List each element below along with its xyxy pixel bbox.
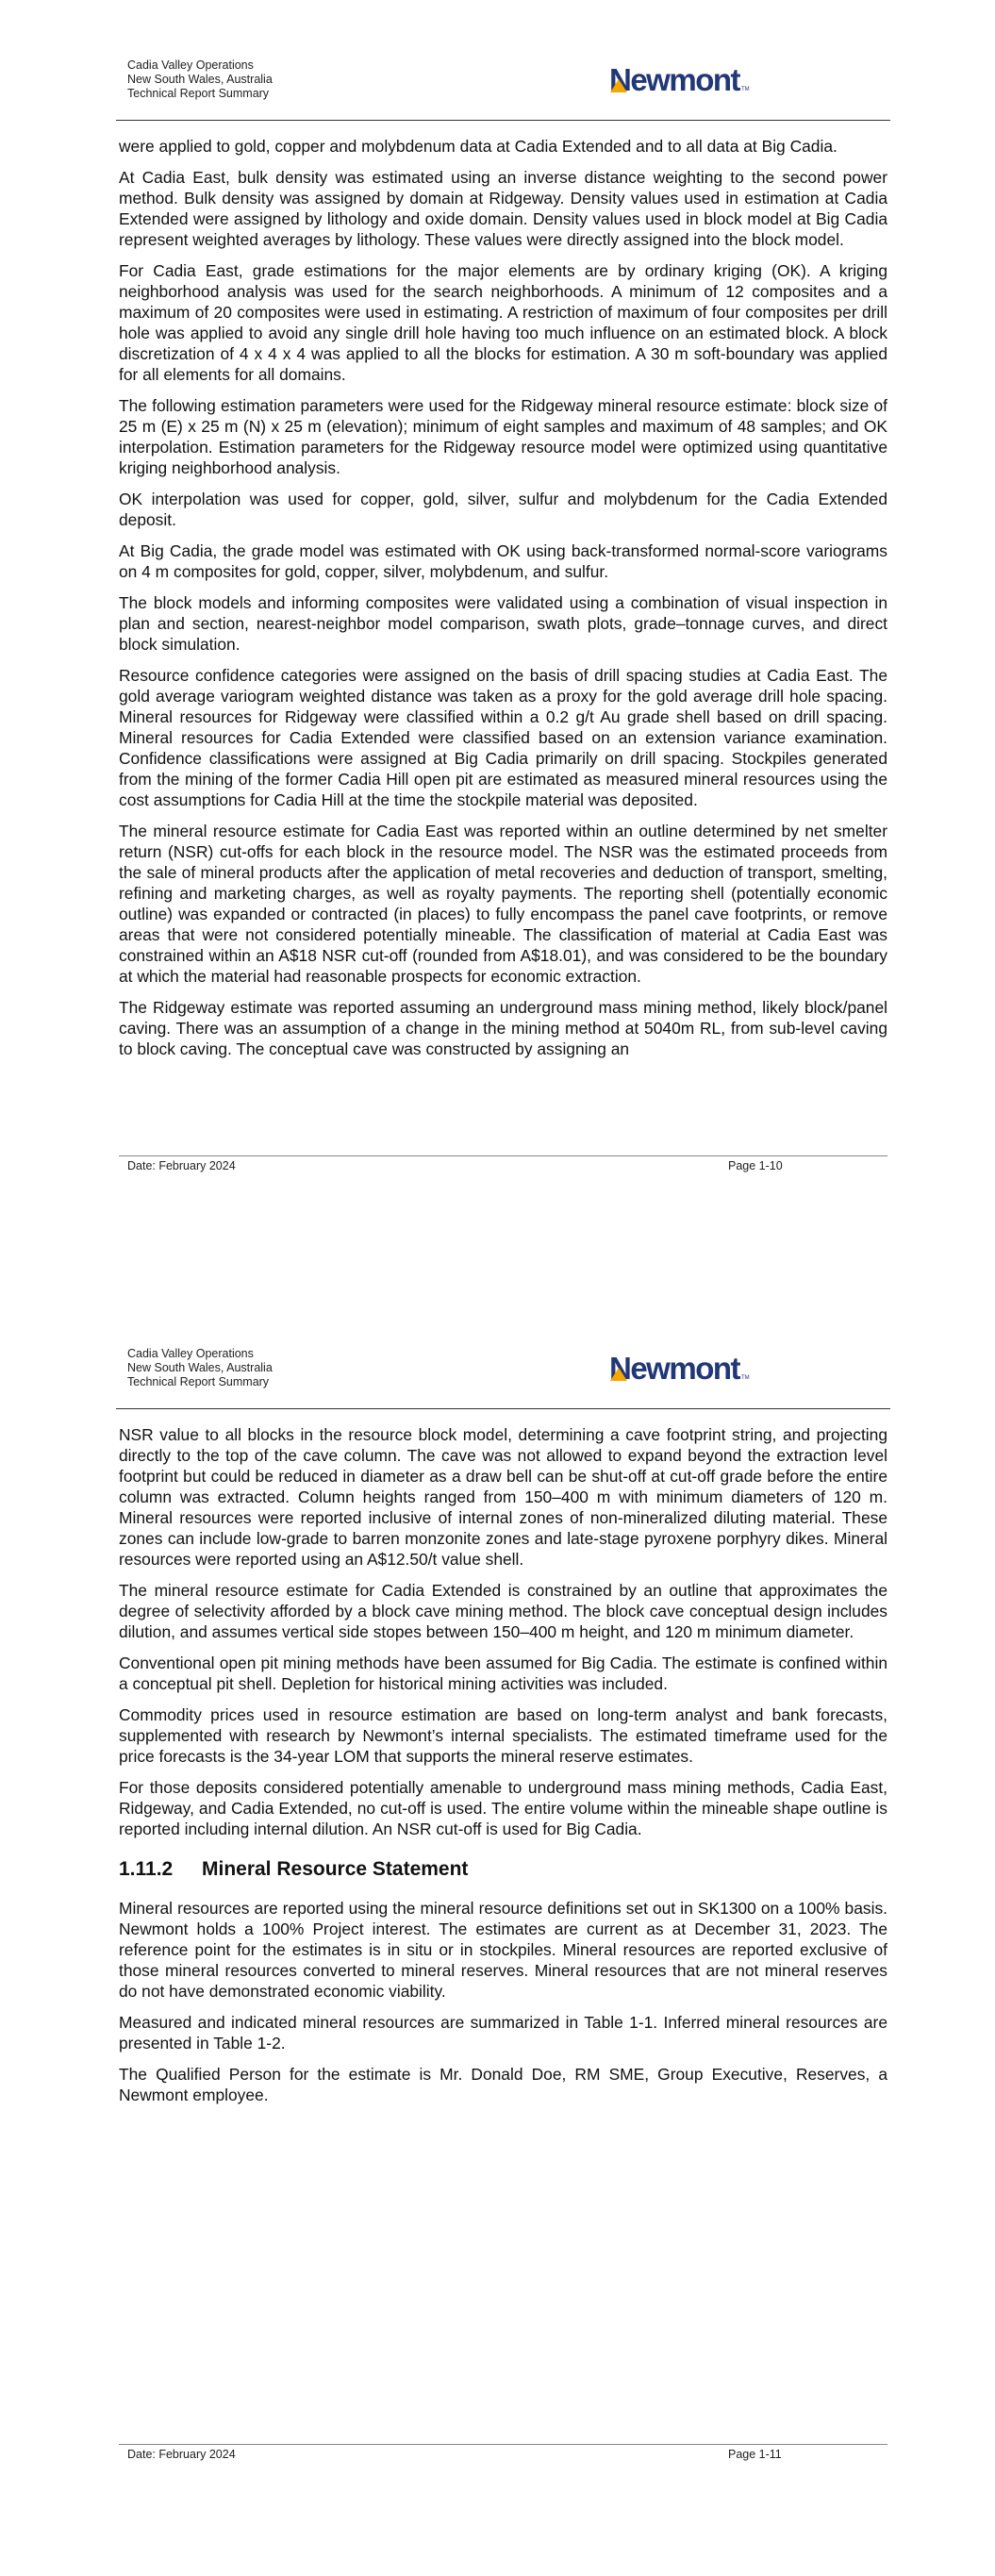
header-line-2: New South Wales, Australia [127, 1361, 273, 1374]
header-text [127, 1347, 273, 1389]
footer-date: Date: February 2024 [127, 1159, 236, 1172]
section-title: Mineral Resource Statement [202, 1858, 469, 1880]
paragraph: were applied to gold, copper and molybdenum data at Cadia Extended and to all data at Big Cadia. [119, 137, 837, 156]
footer-divider [119, 2444, 887, 2445]
footer-date: Date: February 2024 [127, 2448, 236, 2461]
logo-wordmark: Newmont [609, 62, 739, 97]
paragraph: Mineral resources are reported using the mineral resource definitions set out in SK1300 on a 100% basis. Newmont holds a 100% Project interest. The estimates are current as at December 31, 2023. The reference point for the estimates is in situ or in stockpiles. Mineral resources are reported exclusive of those mineral resources converted to mineral reserves. Mineral resources that are not mineral reserves do not have demonstrated economic viability. [119, 1899, 887, 2001]
header-line-2: New South Wales, Australia [127, 73, 273, 86]
newmont-logo [609, 1353, 750, 1385]
header-text [127, 58, 273, 101]
paragraph: Commodity prices used in resource estimation are based on long-term analyst and bank forecasts, supplemented with research by Newmont’s internal specialists. The estimated timeframe used for the price forecasts is the 34-year LOM that supports the mineral reserve estimates. [119, 1705, 887, 1766]
header-line-1: Cadia Valley Operations [127, 1347, 254, 1360]
paragraph: At Cadia East, bulk density was estimated using an inverse distance weighting to the second power method. Bulk density was assigned by domain at Ridgeway. Density values used in estimation at Cadia Extended were assigned by lithology and oxide domain. Density values used in block model at Big Cadia represent weighted averages by lithology. These values were directly assigned into the block model. [119, 168, 887, 249]
footer-divider [119, 1155, 887, 1156]
paragraph: For those deposits considered potentially amenable to underground mass mining methods, Cadia East, Ridgeway, and Cadia Extended, no cut-off is used. The entire volume within the mineable shape outline is reported including internal dilution. An NSR cut-off is used for Big Cadia. [119, 1778, 887, 1838]
paragraph: The mineral resource estimate for Cadia Extended is constrained by an outline that approximates the degree of selectivity afforded by a block cave mining method. The block cave conceptual design includes dilution, and assumes vertical side stopes between 150–400 m height, and 120 m minimum diameter. [119, 1581, 887, 1641]
logo-trademark: TM [741, 87, 750, 92]
paragraph: The block models and informing composites were validated using a combination of visual inspection in plan and section, nearest-neighbor model comparison, swath plots, grade–tonnage curves, and direct block simulation. [119, 593, 887, 654]
paragraph: For Cadia East, grade estimations for the major elements are by ordinary kriging (OK). A kriging neighborhood analysis was used for the search neighborhoods. A minimum of 12 composites and a maximum of 20 composites were used in estimating. A restriction of maximum of four composites per drill hole was applied to avoid any single drill hole having too much influence on an estimated block. A block discretization of 4 x 4 x 4 was applied to all the blocks for estimation. A 30 m soft-boundary was applied for all elements for all domains. [119, 261, 887, 384]
page-1-11 [0, 1288, 995, 2576]
section-heading [119, 1858, 887, 1881]
logo-trademark: TM [741, 1375, 750, 1381]
paragraph: The following estimation parameters were used for the Ridgeway mineral resource estimate: block size of 25 m (E) x 25 m (N) x 25 m (elevation); minimum of eight samples and maximum of 48 samples; and OK interpolation. Estimation parameters for the Ridgeway resource model were optimized using quantitative kriging neighborhood analysis. [119, 396, 887, 477]
header-line-3: Technical Report Summary [127, 87, 270, 100]
paragraph: Resource confidence categories were assigned on the basis of drill spacing studies at Cadia East. The gold average variogram weighted distance was taken as a proxy for the gold average drill hole spacing. Mineral resources for Ridgeway were classified within a 0.2 g/t Au grade shell based on drill spacing. Mineral resources for Cadia Extended were classified based on an extension variance examination. Confidence classifications were assigned at Big Cadia primarily on drill spacing. Stockpiles generated from the mining of the former Cadia Hill open pit are estimated as measured mineral resources using the cost assumptions for Cadia Hill at the time the stockpile material was deposited. [119, 666, 887, 809]
header-divider [116, 1408, 890, 1409]
paragraph: The Qualified Person for the estimate is Mr. Donald Doe, RM SME, Group Executive, Reserves, a Newmont employee. [119, 2065, 887, 2104]
footer-page-number: Page 1-10 [728, 1159, 783, 1172]
logo-triangle-icon [610, 1368, 627, 1381]
header-line-1: Cadia Valley Operations [127, 58, 254, 72]
page-body [119, 136, 887, 1070]
paragraph: Conventional open pit mining methods have been assumed for Big Cadia. The estimate is confined within a conceptual pit shell. Depletion for historical mining activities was included. [119, 1654, 887, 1693]
paragraph: Measured and indicated mineral resources are summarized in Table 1-1. Inferred mineral resources are presented in Table 1-2. [119, 2013, 887, 2052]
header-line-3: Technical Report Summary [127, 1375, 270, 1388]
section-number: 1.11.2 [119, 1858, 174, 1880]
paragraph: NSR value to all blocks in the resource block model, determining a cave footprint string, and projecting directly to the top of the cave column. The cave was not allowed to expand beyond the extraction level footprint but could be reduced in diameter as a draw bell can be shut-off at cut-off grade before the entire column was extracted. Column heights ranged from 150–400 m with minimum diameters of 120 m. Mineral resources were reported inclusive of internal zones of non-mineralized diluting material. These zones can include low-grade to barren monzonite zones and late-stage pyroxene porphyry dikes. Mineral resources were reported using an A$12.50/t value shell. [119, 1425, 887, 1569]
paragraph: OK interpolation was used for copper, gold, silver, sulfur and molybdenum for the Cadia Extended deposit. [119, 490, 887, 529]
paragraph: The mineral resource estimate for Cadia East was reported within an outline determined by net smelter return (NSR) cut-offs for each block in the resource model. The NSR was the estimated proceeds from the sale of mineral products after the application of metal recoveries and deduction of transport, smelting, refining and marketing charges, as well as royalty payments. The reporting shell (potentially economic outline) was expanded or contracted (in places) to fully encompass the panel cave footprints, or remove areas that were not considered potentially mineable. The classification of material at Cadia East was constrained within an A$18 NSR cut-off (rounded from A$18.01), and was considered to be the boundary at which the material had reasonable prospects for economic extraction. [119, 822, 887, 986]
paragraph: The Ridgeway estimate was reported assuming an underground mass mining method, likely block/panel caving. There was an assumption of a change in the mining method at 5040m RL, from sub-level caving to block caving. The conceptual cave was constructed by assigning an [119, 998, 887, 1058]
logo-wordmark: Newmont [609, 1351, 739, 1386]
footer-page-number: Page 1-11 [728, 2448, 782, 2461]
paragraph: At Big Cadia, the grade model was estimated with OK using back-transformed normal-score variograms on 4 m composites for gold, copper, silver, molybdenum, and sulfur. [119, 541, 887, 581]
header-divider [116, 120, 890, 121]
page-body [119, 1424, 887, 2116]
logo-triangle-icon [610, 79, 627, 92]
newmont-logo [609, 64, 750, 96]
